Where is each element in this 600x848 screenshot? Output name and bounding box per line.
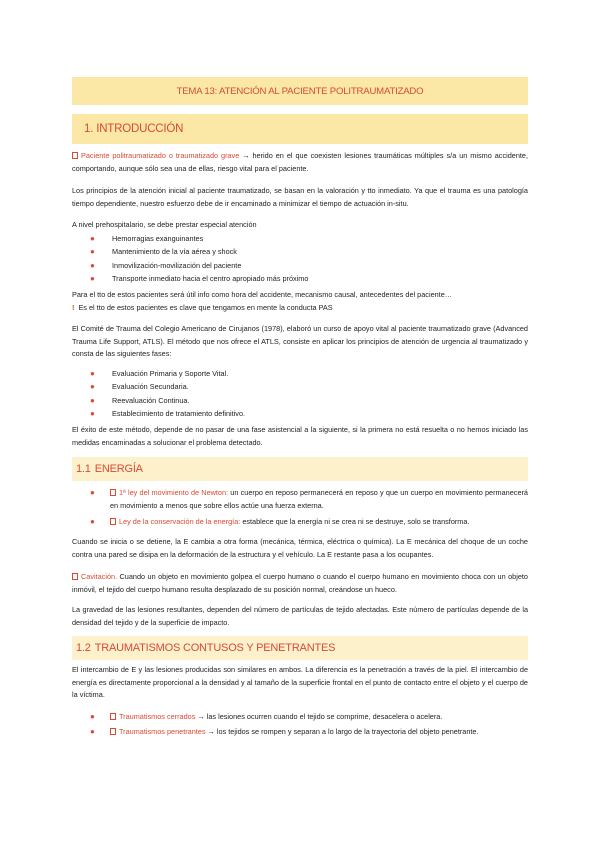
checkbox-glyph-icon <box>110 518 116 525</box>
definition-text: → herido en el que coexisten lesiones traumáticas múltiples s/a un mismo accidente, comportando, aunque sólo sea una de ellas, riesgo vital para el paciente. <box>72 151 529 173</box>
list-item: ● Evaluación Secundaria. <box>90 380 528 393</box>
bullet-dot-icon: ● <box>90 517 95 526</box>
section-1-2-header <box>72 636 528 660</box>
bullet-dot-icon: ● <box>90 727 95 736</box>
list-item: ● Ley de la conservación de la energía: establece que la energía ni se crea ni se destruye, solo se transforma. <box>90 517 470 526</box>
bullet-dot-icon: ● <box>90 488 95 497</box>
list-item: ● Hemorragias exanguinantes <box>90 232 528 245</box>
trauma-types-list <box>90 710 528 738</box>
bullet-dot-icon: ● <box>90 409 95 419</box>
definition-paragraph <box>72 150 528 175</box>
bullet-dot-icon: ● <box>90 234 95 243</box>
paragraph-gravity: La gravedad de las lesiones resultantes, dependen del número de partículas de tejido afectadas. Este número de partículas depende de la densidad del tejido y de la superficie de impacto. <box>72 605 528 627</box>
paragraph-pas: ! Es el tto de estos pacientes es clave que tengamos en mente la conducta PAS <box>72 303 333 312</box>
bullet-dot-icon: ● <box>90 274 95 284</box>
atls-phases-list <box>90 367 528 421</box>
list-item: ● Mantenimiento de la vía aérea y shock <box>90 245 528 258</box>
bullet-dot-icon: ● <box>90 712 95 721</box>
paragraph-success: El éxito de este método, depende de no pasar de una fase asistencial a la siguiente, si la primera no está resuelta o no hemos iniciado las medidas encaminadas a solucionar el problema detectado. <box>72 425 528 447</box>
list-item: ● Inmovilización-movilización del paciente <box>90 259 528 272</box>
title-banner <box>72 77 528 105</box>
energy-laws-list <box>90 486 528 528</box>
bullet-dot-icon: ● <box>90 382 95 392</box>
paragraph-cavitation: Cavitación. Cuando un objeto en movimiento golpea el cuerpo humano o cuando el cuerpo humano en movimiento choca con un objeto inmóvil, el tejido del cuerpo humano resulta desplazado de su posición normal, creándose un hueco. <box>72 572 528 594</box>
section-1-header <box>72 114 528 144</box>
page-title: TEMA 13: ATENCIÓN AL PACIENTE POLITRAUMATIZADO <box>176 85 424 97</box>
paragraph-energy-change: Cuando se inicia o se detiene, la E cambia a otra forma (mecánica, térmica, eléctrica o química). La E mecánica del choque de un coche contra una pared se disipa en la deformación de la estructura y el vehículo. La E restante pasa a los ocupantes. <box>72 537 528 559</box>
list-item: ● 1ª ley del movimiento de Newton: un cuerpo en reposo permanecerá en reposo y que un cuerpo en movimiento permanecerá en movimiento a menos que sobre ellos actúe una fuerza externa. <box>90 488 528 510</box>
checkbox-glyph-icon <box>110 728 116 735</box>
paragraph-exchange: El intercambio de E y las lesiones producidas son similares en ambos. La diferencia es la penetración a través de la piel. El intercambio de energía es directamente proporcional a la densidad y al tamaño de la superficie frontal en el punto de contacto entre el objeto y el cuerpo de la víctima. <box>72 665 528 700</box>
section-1-2-number: 1.2 <box>76 642 91 654</box>
list-item: ● Transporte inmediato hacia el centro apropiado más próximo <box>90 272 528 285</box>
paragraph-atls: El Comité de Trauma del Colegio Americano de Cirujanos (1978), elaboró un curso de apoyo vital al paciente traumatizado grave (Advanced Trauma Life Support, ATLS). El método que nos ofrece el ATLS, consiste en aplicar los principios de atención de urgencia al traumatizado y consta de las siguientes fases: <box>72 324 528 359</box>
bullet-dot-icon: ● <box>90 369 95 378</box>
list-item: ● Evaluación Primaria y Soporte Vital. <box>90 367 528 380</box>
list-item: ● Traumatismos cerrados → las lesiones ocurren cuando el tejido se comprime, desacelera o acelera. <box>90 712 443 721</box>
list-item: ● Reevaluación Continua. <box>90 394 528 407</box>
bullet-dot-icon: ● <box>90 260 95 270</box>
checkbox-glyph-icon <box>110 489 116 496</box>
list-item: ● Traumatismos penetrantes → los tejidos se rompen y separan a lo largo de la trayectoria del objeto penetrante. <box>90 727 479 736</box>
section-1-1-header <box>72 457 528 481</box>
section-1-1-number: 1.1 <box>76 463 91 475</box>
exclamation-icon: ! <box>72 303 75 312</box>
checkbox-glyph-icon <box>110 713 116 720</box>
paragraph-prehospital: A nivel prehospitalario, se debe prestar especial atención <box>72 220 257 229</box>
section-1-2-title: TRAUMATISMOS CONTUSOS Y PENETRANTES <box>94 642 336 654</box>
bullet-dot-icon: ● <box>90 247 95 257</box>
definition-term: Paciente politraumatizado o traumatizado grave <box>81 151 240 160</box>
section-1-1-title: ENERGÍA <box>94 463 143 475</box>
list-item: ● Establecimiento de tratamiento definitivo. <box>90 407 528 420</box>
checkbox-glyph-icon <box>72 152 78 159</box>
checkbox-glyph-icon <box>72 573 78 580</box>
section-1-title: INTRODUCCIÓN <box>96 123 184 135</box>
section-1-number: 1. <box>84 123 94 135</box>
paragraph-info: Para el tto de estos pacientes será útil info como hora del accidente, mecanismo causal, antecedentes del paciente… <box>72 290 453 299</box>
bullet-dot-icon: ● <box>90 395 95 405</box>
prehospital-list <box>90 232 528 286</box>
paragraph-principles: Los principios de la atención inicial al paciente traumatizado, se basan en la valoración y tto inmediato. Ya que el trauma es una patología tiempo dependiente, nuestro esfuerzo debe de ir encaminado a minimizar el tiempo de actuación in-situ. <box>72 186 528 208</box>
